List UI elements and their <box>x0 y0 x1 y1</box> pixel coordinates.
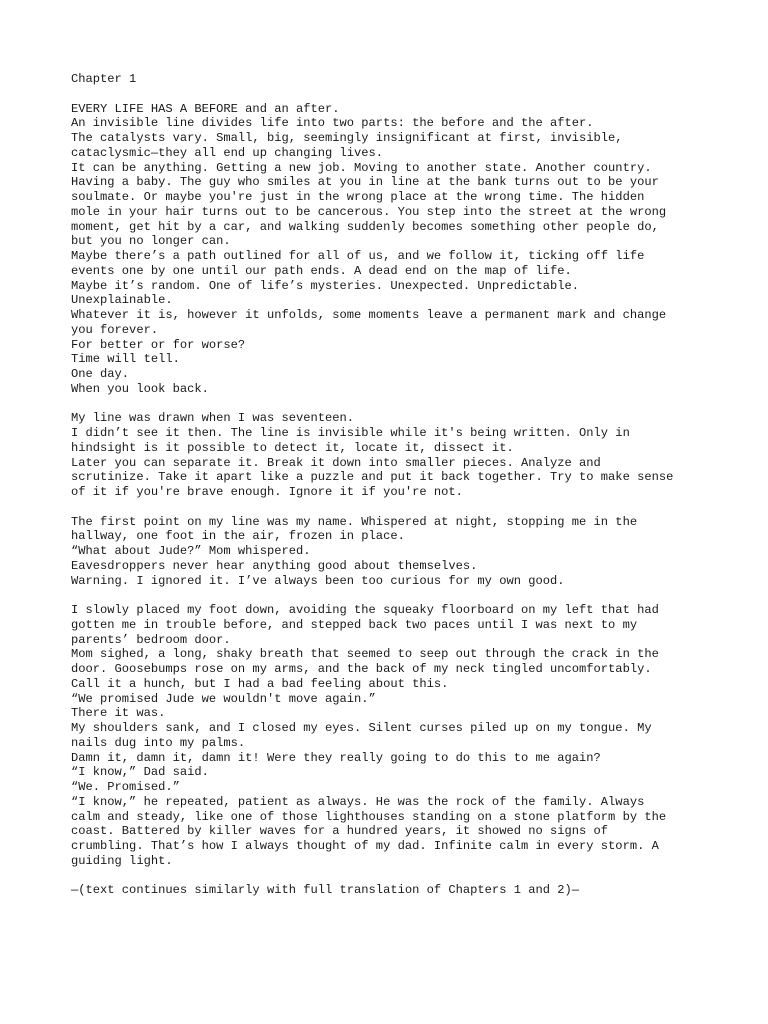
text-line: but you no longer can. <box>71 234 231 249</box>
text-line: crumbling. That’s how I always thought of my dad. Infinite calm in every storm. A <box>71 839 659 853</box>
paragraph <box>71 883 711 898</box>
text-line: hindsight is it possible to detect it, locate it, dissect it. <box>71 440 514 455</box>
text-line: coast. Battered by killer waves for a hundred years, it showed no signs of <box>71 824 609 839</box>
text-line: Eavesdroppers never hear anything good about themselves. <box>71 558 478 573</box>
text-line: I didn’t see it then. The line is invisible while it's being written. Only in <box>71 426 630 440</box>
text-line: events one by one until our path ends. A dead end on the map of life. <box>71 263 572 278</box>
text-line: “What about Jude?” Mom whispered. <box>71 544 311 558</box>
text-line: Call it a hunch, but I had a bad feeling about this. <box>71 676 449 691</box>
text-line: Unexplainable. <box>71 293 173 308</box>
text-line: hallway, one foot in the air, frozen in place. <box>71 529 405 544</box>
chapter-title: Chapter 1 <box>71 72 137 86</box>
text-line: mole in your hair turns out to be cancerous. You step into the street at the wrong <box>71 204 667 219</box>
paragraph <box>71 411 711 500</box>
paragraph-gap <box>71 588 711 603</box>
text-line: Later you can separate it. Break it down into smaller pieces. Analyze and <box>71 455 601 470</box>
text-line: “I know,” Dad said. <box>71 765 209 780</box>
text-line: “We promised Jude we wouldn't move again.” <box>71 691 376 706</box>
paragraph-gap <box>71 500 711 515</box>
text-line: One day. <box>71 367 130 381</box>
text-line: parents’ bedroom door. <box>71 632 231 647</box>
text-line: I slowly placed my foot down, avoiding the squeaky floorboard on my left that had <box>71 603 659 617</box>
text-line: calm and steady, like one of those lighthouses standing on a stone platform by the <box>71 809 667 824</box>
text-line: For better or for worse? <box>71 337 246 352</box>
text-line: “We. Promised.” <box>71 780 180 794</box>
text-line: My line was drawn when I was seventeen. <box>71 411 355 426</box>
text-line: My shoulders sank, and I closed my eyes. Silent curses piled up on my tongue. My <box>71 721 652 735</box>
text-line: Maybe there’s a path outlined for all of us, and we follow it, ticking off life <box>71 249 645 263</box>
text-line: Having a baby. The guy who smiles at you in line at the bank turns out to be your <box>71 175 659 190</box>
document-body <box>71 102 711 899</box>
text-line: An invisible line divides life into two parts: the before and the after. <box>71 116 594 131</box>
text-line: of it if you're brave enough. Ignore it if you're not. <box>71 485 463 499</box>
paragraph-gap <box>71 869 711 884</box>
text-line: EVERY LIFE HAS A BEFORE and an after. <box>71 101 340 116</box>
text-line: The first point on my line was my name. Whispered at night, stopping me in the <box>71 514 638 529</box>
text-line: Time will tell. <box>71 352 180 367</box>
text-line: cataclysmic—they all end up changing lives. <box>71 145 384 160</box>
text-line: Warning. I ignored it. I’ve always been too curious for my own good. <box>71 573 565 588</box>
text-line: There it was. <box>71 706 166 721</box>
text-line: —(text continues similarly with full translation of Chapters 1 and 2)— <box>71 883 580 898</box>
document-page <box>71 72 711 898</box>
text-line: scrutinize. Take it apart like a puzzle and put it back together. Try to make sense <box>71 470 674 485</box>
text-line: guiding light. <box>71 853 173 868</box>
paragraph <box>71 603 711 869</box>
text-line: Whatever it is, however it unfolds, some moments leave a permanent mark and change <box>71 308 667 322</box>
text-line: The catalysts vary. Small, big, seemingly insignificant at first, invisible, <box>71 131 623 145</box>
text-line: “I know,” he repeated, patient as always. He was the rock of the family. Always <box>71 794 645 809</box>
text-line: soulmate. Or maybe you're just in the wrong place at the wrong time. The hidden <box>71 190 645 204</box>
text-line: nails dug into my palms. <box>71 735 246 750</box>
text-line: It can be anything. Getting a new job. Moving to another state. Another country. <box>71 160 652 175</box>
text-line: When you look back. <box>71 381 209 396</box>
text-line: you forever. <box>71 322 159 337</box>
paragraph-gap <box>71 87 711 102</box>
paragraph-gap <box>71 397 711 412</box>
paragraph <box>71 102 711 397</box>
paragraph <box>71 515 711 589</box>
text-line: gotten me in trouble before, and stepped back two paces until I was next to my <box>71 617 638 632</box>
text-line: moment, get hit by a car, and walking suddenly becomes something other people do, <box>71 219 659 234</box>
text-line: Damn it, damn it, damn it! Were they really going to do this to me again? <box>71 750 601 765</box>
text-line: door. Goosebumps rose on my arms, and the back of my neck tingled uncomfortably. <box>71 662 652 676</box>
text-line: Mom sighed, a long, shaky breath that seemed to seep out through the crack in the <box>71 647 659 662</box>
text-line: Maybe it’s random. One of life’s mysteries. Unexpected. Unpredictable. <box>71 278 580 293</box>
